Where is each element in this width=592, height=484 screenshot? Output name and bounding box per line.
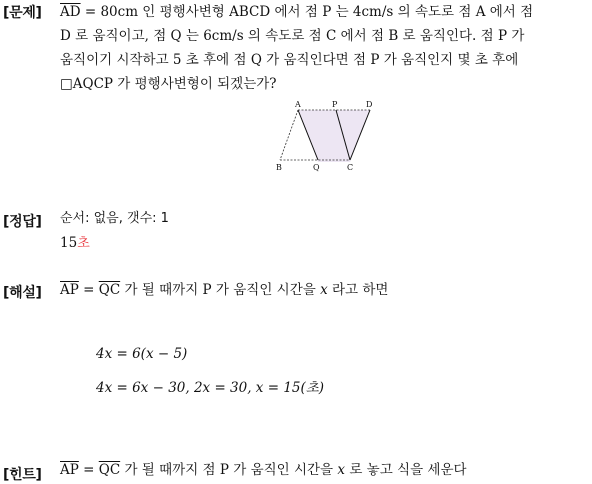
hint-equals-sign: = — [78, 462, 99, 478]
answer-line-2 — [60, 231, 90, 256]
answer-value: 15 — [60, 235, 78, 251]
side-ab — [280, 110, 298, 160]
point-p-label: P — [332, 100, 338, 109]
answer-unit: 초 — [77, 236, 90, 251]
point-a-label: A — [295, 100, 301, 109]
explanation-text-b: 라고 하면 — [327, 282, 389, 298]
parallelogram-figure — [270, 98, 382, 176]
equals-sign: = — [78, 282, 99, 298]
point-d-label: D — [366, 100, 373, 109]
point-c-label: C — [347, 163, 354, 172]
segment-ap: $\overline{AP}$ — [60, 282, 79, 298]
segment-ad: $\overline{AD}$ — [60, 4, 81, 20]
hint-segment-ap: $\overline{AP}$ — [60, 462, 79, 478]
equation-1: 4x = 6(x − 5) — [96, 346, 188, 362]
equation-2: 4x = 6x − 30, 2x = 30, x = 15(초) — [96, 380, 325, 396]
point-q-label: Q — [313, 163, 320, 172]
hint-text-a: 가 될 때까지 점 P 가 움직인 시간을 — [120, 462, 338, 478]
hint-text-b: 로 놓고 식을 세운다 — [345, 462, 467, 478]
explanation-text-a: 가 될 때까지 P 가 움직인 시간을 — [120, 282, 321, 298]
hint-line — [60, 458, 467, 482]
problem-line-3: 움직이기 시작하고 5 초 후에 점 Q 가 움직인다면 점 P 가 움직인지 몇 초 후에 — [60, 52, 519, 68]
hint-segment-qc: $\overline{QC}$ — [98, 462, 121, 478]
problem-line-2: D 로 움직이고, 점 Q 는 6cm/s 의 속도로 점 C 에서 점 B 로 움직인다. 점 P 가 — [60, 28, 525, 44]
hint-variable-x: x — [337, 462, 346, 478]
problem-label: [문제] — [3, 5, 42, 21]
problem-line-1 — [60, 0, 533, 24]
segment-qc: $\overline{QC}$ — [98, 282, 121, 298]
variable-x: x — [320, 282, 328, 298]
answer-line-1: 순서: 없음, 갯수: 1 — [60, 211, 169, 226]
hint-label: [힌트] — [3, 467, 42, 483]
explanation-label: [해설] — [3, 285, 42, 301]
problem-line-4: □AQCP 가 평행사변형이 되겠는가? — [60, 76, 277, 92]
point-b-label: B — [276, 163, 282, 172]
answer-label: [정답] — [3, 214, 42, 230]
problem-line-1-text: = 80cm 인 평행사변형 ABCD 에서 점 P 는 4cm/s 의 속도로 점 A 에서 점 — [80, 4, 534, 20]
explanation-line — [60, 278, 388, 302]
